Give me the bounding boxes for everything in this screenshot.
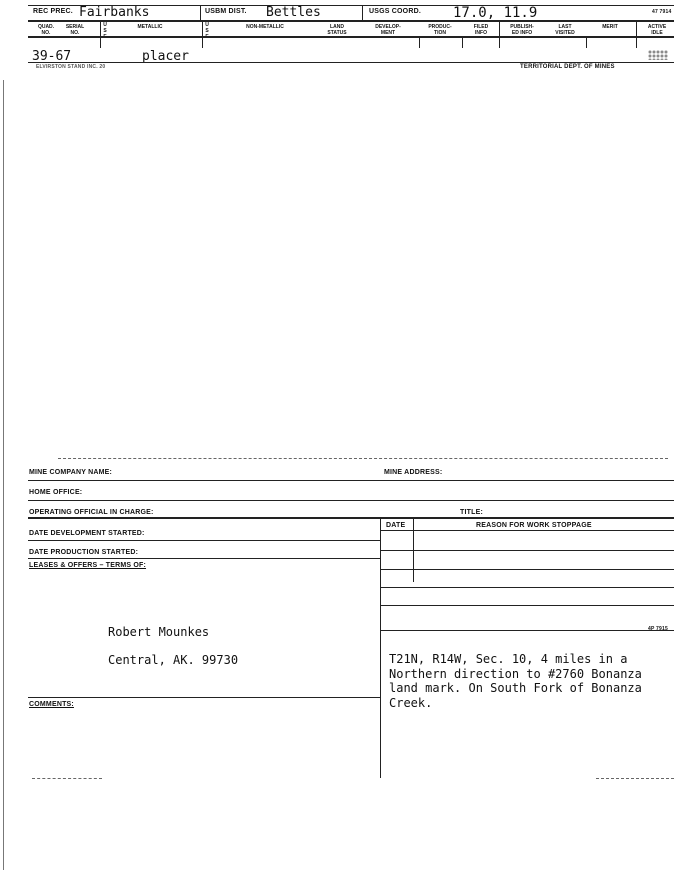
comments-label: COMMENTS:: [29, 701, 74, 708]
home-office-label: HOME OFFICE:: [29, 489, 83, 496]
serial-value: 39-67: [32, 49, 72, 64]
col-filed-info: FILED INFO: [473, 24, 489, 36]
form-number-2: 4P 7915: [648, 626, 668, 632]
mine-company-label: MINE COMPANY NAME:: [29, 469, 113, 476]
title-label: TITLE:: [460, 509, 483, 516]
col-merit: MERIT: [602, 24, 618, 30]
comments-rule: [28, 697, 380, 698]
usgs-coord-label: USGS COORD.: [369, 8, 421, 15]
date-development-rule: [28, 540, 380, 541]
bottom-dash-left: [32, 778, 102, 779]
stoppage-row-rule: [380, 605, 674, 606]
metallic-value: placer: [142, 49, 189, 64]
date-production-rule: [28, 558, 380, 559]
rec-prec-label: REC PREC.: [33, 8, 73, 15]
col-active-idle: ACTIVE IDLE: [647, 24, 667, 36]
col-quad-no: QUAD. NO.: [37, 24, 55, 36]
ink-smudge: [648, 50, 668, 60]
operating-official-rule: [28, 517, 674, 519]
col-use-2: U S E: [205, 22, 209, 40]
stoppage-header-rule: [380, 530, 674, 531]
owner-name: Robert Mounkes: [108, 625, 210, 639]
col-divider: [202, 21, 203, 48]
date-production-label: DATE PRODUCTION STARTED:: [29, 549, 139, 556]
mine-address-label: MINE ADDRESS:: [384, 469, 443, 476]
header-row-rule: [28, 20, 674, 22]
usgs-coord-value: 17.0, 11.9: [453, 5, 538, 21]
remarks-top-rule: [380, 630, 674, 631]
reason-label: REASON FOR WORK STOPPAGE: [476, 522, 592, 529]
date-column-label: DATE: [386, 522, 406, 529]
col-divider: [100, 21, 101, 48]
column-header-rule: [28, 36, 674, 38]
col-last-visited: LAST VISITED: [555, 24, 575, 36]
col-published-info: PUBLISH- ED INFO: [510, 24, 534, 36]
usbm-dist-value: Bettles: [266, 5, 321, 20]
stoppage-left-divider: [380, 518, 381, 778]
header-divider: [362, 5, 363, 21]
rec-prec-value: Fairbanks: [79, 5, 150, 20]
owner-address: [108, 611, 238, 681]
col-production: PRODUC- TION: [428, 24, 452, 36]
col-use-1: U S E: [103, 22, 107, 40]
stoppage-row-rule: [380, 587, 674, 588]
left-footer-text: ELVIRSTON STAND INC. 20: [36, 64, 106, 70]
col-non-metallic: NON-METALLIC: [246, 24, 284, 30]
col-development: DEVELOP- MENT: [375, 24, 401, 36]
col-land-status: LAND STATUS: [327, 24, 347, 36]
mine-company-rule: [28, 480, 674, 481]
col-serial-no: SERIAL NO.: [65, 24, 85, 36]
stoppage-row-rule: [380, 550, 674, 551]
operating-official-label: OPERATING OFFICIAL IN CHARGE:: [29, 509, 154, 516]
bottom-dash-right: [596, 778, 674, 779]
stoppage-row-rule: [380, 569, 674, 570]
date-development-label: DATE DEVELOPMENT STARTED:: [29, 530, 145, 537]
page-left-edge: [3, 80, 4, 870]
col-metallic: METALLIC: [137, 24, 163, 30]
values-rule: [28, 62, 674, 63]
form-top-rule: [58, 458, 668, 459]
location-remarks: T21N, R14W, Sec. 10, 4 miles in a Northern direction to #2760 Bonanza land mark. On South Fork of Bonanza Creek.: [389, 652, 642, 710]
header-divider: [200, 5, 201, 21]
home-office-rule: [28, 500, 674, 501]
form-number: 47 7914: [652, 9, 672, 15]
usbm-dist-label: USBM DIST.: [205, 8, 247, 15]
territorial-text: TERRITORIAL DEPT. OF MINES: [520, 64, 615, 70]
owner-city: Central, AK. 99730: [108, 653, 239, 667]
leases-label: LEASES & OFFERS – TERMS OF:: [29, 562, 147, 569]
col-divider: [636, 21, 637, 48]
col-divider: [499, 21, 500, 48]
